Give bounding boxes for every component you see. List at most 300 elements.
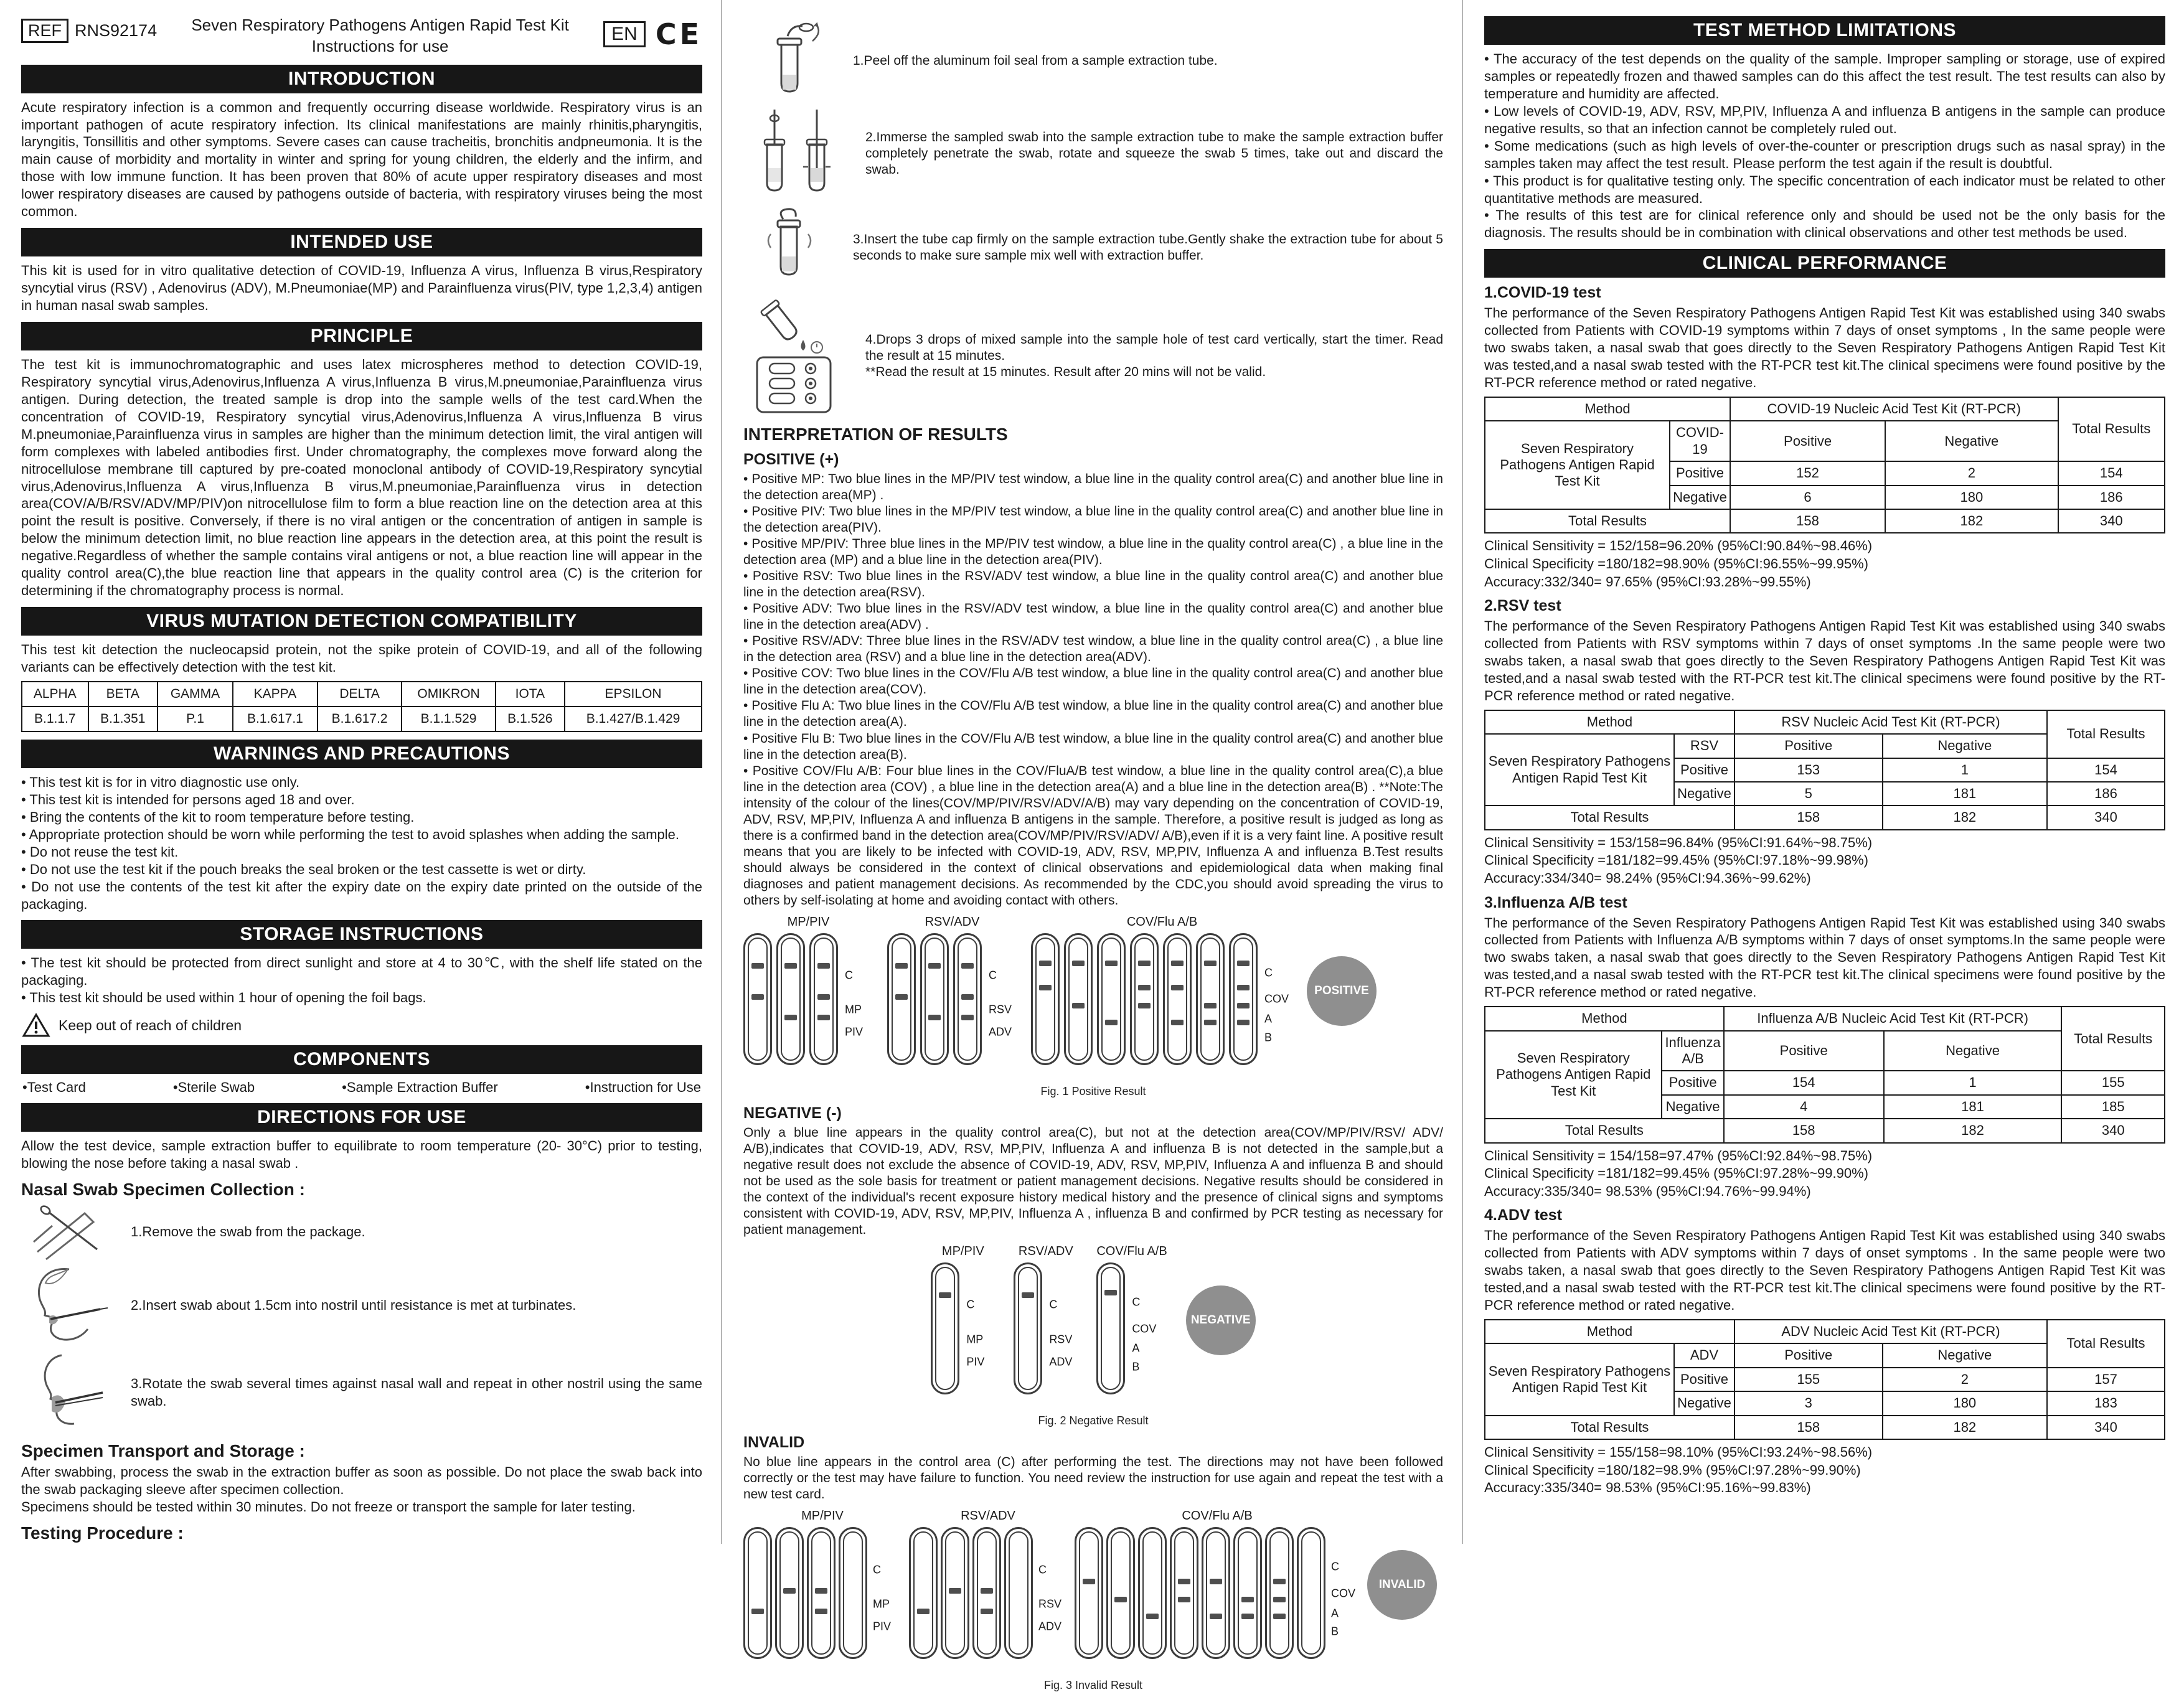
adv-test-heading: 4.ADV test: [1484, 1206, 1563, 1224]
nasal-collection-heading: Nasal Swab Specimen Collection :: [21, 1180, 305, 1200]
language-badge: EN: [603, 21, 646, 47]
keep-out-of-reach-text: Keep out of reach of children: [59, 1017, 242, 1033]
test-cassette: [941, 1527, 969, 1659]
cassette-window: [1035, 938, 1055, 1061]
drop-on-test-card-illustration: [743, 295, 849, 417]
flu-test-heading: 3.Influenza A/B test: [1484, 893, 1627, 911]
table-total-row-label: Total Results: [1485, 806, 1734, 829]
procedure-step-2: [743, 107, 1443, 200]
cassette-line-cov: [1210, 1579, 1222, 1584]
figure-group-label: RSV/ADV: [1018, 1244, 1073, 1259]
rsv-performance-table: [1484, 710, 2165, 830]
table-cell: 182: [1885, 509, 2058, 533]
cassette-window: [1301, 1531, 1321, 1655]
table-cell: 181: [1883, 782, 2047, 806]
cassette-line-a: [1114, 1597, 1127, 1602]
figure-group: [1096, 1244, 1167, 1409]
table-total-header: Total Results: [2047, 710, 2165, 758]
cassette-row-label: ADV: [1049, 1355, 1073, 1368]
cassette-line-rsv: [895, 994, 908, 1000]
figure-group-label: MP/PIV: [787, 914, 830, 929]
cassette-line-rsv: [961, 994, 974, 1000]
swab-rotation-illustration: [21, 1351, 115, 1434]
table-cell: 153: [1734, 758, 1883, 782]
procedure-step-4: [743, 295, 1443, 417]
stat-line: Clinical Specificity =181/182=99.45% (95%CI:97.28%~99.90%): [1484, 1165, 1868, 1182]
nasal-step-2-text: 2.Insert swab about 1.5cm into nostril until resistance is met at turbinates.: [131, 1297, 577, 1314]
cassette-line-cov: [1273, 1579, 1286, 1584]
test-cassette: [953, 933, 982, 1065]
table-kit-header: COVID-19 Nucleic Acid Test Kit (RT-PCR): [1730, 397, 2058, 421]
cassette-window: [779, 1531, 799, 1655]
cassette-window: [748, 1531, 768, 1655]
cassette-row-label: ADV: [989, 1025, 1012, 1038]
test-cassette: [839, 1527, 867, 1659]
table-row-label: Positive: [1674, 758, 1734, 782]
variant-header: OMIKRON: [402, 682, 495, 707]
limitation-item: • The accuracy of the test depends on the quality of the sample. Improper sampling or storage, use of expired samples or repeatedly frozen and thawed samples can do this affect the test result. The test results can also by temperature and humidity are affected.: [1484, 50, 2165, 103]
test-cassette: [887, 933, 916, 1065]
table-total-row-label: Total Results: [1485, 1416, 1734, 1439]
table-method-header: Method: [1485, 1007, 1724, 1030]
table-cell: 158: [1730, 509, 1885, 533]
transport-text-1: After swabbing, process the swab in the extraction buffer as soon as possible. Do not place the swab back into the swab packaging sleeve after specimen collection.: [21, 1464, 702, 1498]
stat-line: Clinical Sensitivity = 154/158=97.47% (95%CI:92.84%~98.75%): [1484, 1147, 1873, 1163]
table-cell: 340: [2058, 509, 2165, 533]
table-pathogen-label: RSV: [1674, 734, 1734, 758]
variant-value: B.1.1.7: [22, 707, 88, 731]
table-cell: 154: [2047, 758, 2165, 782]
test-cassette: [1130, 933, 1159, 1065]
stat-line: Clinical Sensitivity = 153/158=96.84% (95%CI:91.64%~98.75%): [1484, 834, 1873, 850]
stat-line: Accuracy:332/340= 97.65% (95%CI:93.28%~99.55%): [1484, 573, 1811, 590]
cassette-line-b: [1146, 1614, 1159, 1619]
cassette-row-label: A: [1331, 1607, 1339, 1620]
test-cassette: [1196, 933, 1225, 1065]
section-header-storage: STORAGE INSTRUCTIONS: [21, 920, 702, 949]
component-item: • Test Card: [22, 1079, 86, 1096]
cassette-line-piv: [751, 1609, 764, 1614]
cassette-row-label: ADV: [1038, 1620, 1062, 1633]
table-total-header: Total Results: [2058, 397, 2165, 461]
table-cell: 155: [1734, 1368, 1883, 1391]
procedure-step-1-text: 1.Peel off the aluminum foil seal from a sample extraction tube.: [853, 53, 1218, 68]
test-cassette: [1265, 1527, 1294, 1659]
cassette-row-label: COV: [1264, 992, 1289, 1005]
capped-tube-illustration: [743, 205, 837, 290]
rsv-test-text: The performance of the Seven Respiratory Pathogens Antigen Rapid Test Kit was established using 340 swabs collected from Patients with RSV symptoms within 7 days of onset symptoms .In the same people were two swabs taken, a nasal swab that goes directly to the Seven Respiratory Pathogens Antigen Rapid Test Kit was tested,and a nasal swab tested with the RT-PCR test kit.The clinical specimens were found positive by the RT-PCR reference method or rated negative.: [1484, 618, 2165, 703]
cassette-row-label: A: [1132, 1342, 1140, 1355]
document-title-block: [157, 15, 603, 57]
test-cassette: [931, 1262, 959, 1394]
cassette-row-label: B: [1132, 1360, 1140, 1373]
cassette-window: [811, 1531, 831, 1655]
invalid-heading: INVALID: [743, 1434, 805, 1452]
table-cell: 182: [1883, 1416, 2047, 1439]
cassette-window: [935, 1267, 955, 1390]
table-cell: 4: [1724, 1095, 1884, 1119]
test-cassette: [807, 1527, 835, 1659]
table-total-header: Total Results: [2061, 1007, 2165, 1071]
table-kit-header: RSV Nucleic Acid Test Kit (RT-PCR): [1734, 710, 2047, 734]
table-cell: 185: [2061, 1095, 2165, 1119]
table-positive-header: Positive: [1734, 1343, 1883, 1367]
cassette-line-b: [1237, 1020, 1250, 1025]
cassette-row-label: C: [1264, 966, 1273, 979]
cassette-line-a: [1204, 1003, 1217, 1008]
test-cassette: [909, 1527, 938, 1659]
cassette-row-label: MP: [845, 1003, 862, 1016]
adv-test-text: The performance of the Seven Respiratory Pathogens Antigen Rapid Test Kit was established using 340 swabs collected from Patients with ADV symptoms within 7 days of onset symptoms . In the same people were two swabs taken, a nasal swab that goes directly to the Seven Respiratory Pathogens Antigen Rapid Test Kit was tested,and a nasal swab tested with the RT-PCR test kit.The clinical specimens were found positive by the RT-PCR reference method or rated negative.: [1484, 1228, 2165, 1314]
storage-item: • The test kit should be protected from direct sunlight and store at 4 to 30℃, with the shelf life stated on the packaging.: [21, 954, 702, 989]
figure-group: [743, 1509, 901, 1674]
table-method-header: Method: [1485, 397, 1730, 421]
cassette-window: [814, 938, 834, 1061]
cassette-row-label: C: [1132, 1295, 1141, 1309]
figure-group-body: [1096, 1262, 1167, 1409]
cassette-window: [1111, 1531, 1131, 1655]
left-column: [0, 0, 721, 1544]
positive-item: • Positive MP/PIV: Three blue lines in the MP/PIV test window, a blue line in the quality control area(C) , a blue line in the detection area (MP) and a blue line in the detection area(PIV).: [743, 536, 1443, 568]
cassette-row-label: C: [989, 969, 997, 982]
storage-item: • This test kit should be used within 1 hour of opening the foil bags.: [21, 989, 702, 1007]
limitation-item: • This product is for qualitative testing only. The specific concentration of each indicator must be related to other quantitative methods are measured.: [1484, 172, 2165, 207]
positive-item: • Positive ADV: Two blue lines in the RSV/ADV test window, a blue line in the quality control area(C) and another blue line in the detection area(ADV) .: [743, 601, 1443, 633]
cassette-line-c: [928, 963, 941, 969]
cassette-line-adv: [917, 1609, 930, 1614]
cassette-line-adv: [981, 1609, 993, 1614]
cassette-window: [913, 1531, 933, 1655]
positive-item: • Positive PIV: Two blue lines in the MP/PIV test window, a blue line in the quality control area(C) and another blue line in the detection area(PIV).: [743, 504, 1443, 536]
cassette-row-labels: [964, 1277, 995, 1409]
test-cassette: [1163, 933, 1192, 1065]
test-cassette: [1138, 1527, 1167, 1659]
cassette-line-c: [1204, 961, 1217, 966]
figure-group-label: MP/PIV: [801, 1509, 844, 1523]
test-cassette: [1096, 1262, 1125, 1394]
directions-text: Allow the test device, sample extraction buffer to equilibrate to room temperature (20- 30°C) prior to testing, blowing the nose before taking a nasal swab .: [21, 1138, 702, 1172]
limitation-item: • The results of this test are for clinical reference only and should be used not be the only basis for the diagnosis. The results should be in combination with clinical observations and other test methods be used.: [1484, 207, 2165, 242]
cassette-line-b: [1241, 1614, 1254, 1619]
positive-heading: POSITIVE (+): [743, 451, 839, 468]
figure-group-label: RSV/ADV: [925, 914, 980, 929]
cassette-window: [1200, 938, 1220, 1061]
cassette-row-labels: [842, 948, 873, 1080]
cassette-row-label: A: [1264, 1012, 1273, 1025]
test-cassette: [1170, 1527, 1198, 1659]
table-cell: 2: [1885, 461, 2058, 485]
cassette-line-a: [1273, 1597, 1286, 1602]
variant-header: GAMMA: [158, 682, 233, 707]
cassette-window: [1009, 1531, 1028, 1655]
figure-group-body: [1075, 1527, 1360, 1674]
warning-triangle-icon: [22, 1013, 50, 1038]
section-header-principle: PRINCIPLE: [21, 322, 702, 350]
ref-code: RNS92174: [75, 21, 158, 40]
table-cell: 340: [2061, 1119, 2165, 1142]
cassette-window: [1174, 1531, 1194, 1655]
table-row-label: Negative: [1670, 486, 1730, 509]
section-header-virus-mutation: VIRUS MUTATION DETECTION COMPATIBILITY: [21, 607, 702, 636]
table-row-label: Negative: [1674, 782, 1734, 806]
result-badge: POSITIVE: [1307, 956, 1377, 1026]
cassette-line-a: [1178, 1597, 1190, 1602]
test-cassette: [1233, 1527, 1262, 1659]
table-cell: 182: [1884, 1119, 2062, 1142]
cassette-window: [1142, 1531, 1162, 1655]
cassette-row-label: C: [873, 1563, 881, 1576]
table-row-label: Positive: [1674, 1368, 1734, 1391]
flu-performance-table: [1484, 1006, 2165, 1143]
nasal-step-3-text: 3.Rotate the swab several times against nasal wall and repeat in other nostril using the same swab.: [131, 1376, 702, 1409]
figure-group-label: COV/Flu A/B: [1182, 1509, 1253, 1523]
table-row-label: Negative: [1674, 1391, 1734, 1415]
positive-item: • Positive COV/Flu A/B: Four blue lines in the COV/FluA/B test window, a blue line in the quality control area(C),a blue line in the detection area (COV) , a blue line in the detection area(A) and a blue line in the detection area(B) . **Note:The intensity of the colour of the lines(COV/MP/PIV/RSV/ADV/A/B) may vary depending on the concentration of COVID-19, ADV, RSV, MP,PIV, Influenza A and influenza B antigens in the sample. Therefore, a positive result is judged as long as there is a confirmed band in the detection area(COV/MP/PIV/RSV/ADV/ A/B),even if it is a very faint line. A positive result means that you are likely to be infected with COVID-19, ADV, RSV, MP,PIV, Influenza A and influenza B.Test results should always be considered in the context of clinical observations and epidemiological data when making final diagnoses and patient management decisions. As recommended by the CDC,you should avoid spreading the virus to others by self-isolating at home and avoiding contact with others.: [743, 763, 1443, 909]
positive-item: • Positive MP: Two blue lines in the MP/PIV test window, a blue line in the quality control area(C) and another blue line in the detection area(MP) .: [743, 471, 1443, 504]
stat-line: Accuracy:335/340= 98.53% (95%CI:94.76%~99.94%): [1484, 1183, 1811, 1199]
procedure-step-2-text: 2.Immerse the sampled swab into the sample extraction tube to make the sample extraction buffer completely penetrate the swab, rotate and squeeze the swab 5 times, take out and discard the swab.: [865, 129, 1443, 177]
warning-item: • This test kit is intended for persons aged 18 and over.: [21, 791, 702, 809]
positive-item: • Positive Flu B: Two blue lines in the COV/Flu A/B test window, a blue line in the quality control area(C) and another blue line in the detection area(B).: [743, 731, 1443, 763]
table-cell: 154: [1724, 1071, 1884, 1094]
cassette-row-label: RSV: [989, 1003, 1012, 1016]
rsv-stats: [1484, 834, 2165, 888]
nasal-step-3: [21, 1351, 702, 1434]
section-header-intended-use: INTENDED USE: [21, 228, 702, 256]
test-cassette: [809, 933, 838, 1065]
limitation-item: • Low levels of COVID-19, ADV, RSV, MP,PIV, Influenza A and influenza B antigens in the sample can produce negative results, so that an infection cannot be completely ruled out.: [1484, 103, 2165, 138]
intended-use-text: This kit is used for in vitro qualitative detection of COVID-19, Influenza A virus, Influenza B virus,Respiratory syncytial virus (RSV) , Adenovirus (ADV), M.Pneumoniae(MP) and Parainfluenza virus(PIV, type 1,2,3,4) antigen in human nasal swab samples.: [21, 263, 702, 314]
cassette-window: [945, 1531, 965, 1655]
table-cell: 1: [1883, 758, 2047, 782]
rsv-test-heading: 2.RSV test: [1484, 597, 1561, 615]
ref-group: [21, 19, 157, 43]
procedure-step-3-text: 3.Insert the tube cap firmly on the sample extraction tube.Gently shake the extraction tube for about 5 seconds to make sure sample mix well with extraction buffer.: [853, 232, 1443, 263]
cassette-row-labels: [986, 948, 1017, 1080]
marks-group: [603, 17, 702, 51]
table-total-row-label: Total Results: [1485, 1119, 1724, 1142]
figure-group: [887, 915, 1017, 1080]
result-badge: INVALID: [1367, 1550, 1437, 1620]
cassette-line-mp: [751, 994, 764, 1000]
cassette-line-b: [1210, 1614, 1222, 1619]
table-cell: 158: [1734, 1416, 1883, 1439]
flu-test-text: The performance of the Seven Respiratory Pathogens Antigen Rapid Test Kit was established using 340 swabs collected from Patients with Influenza A/B symptoms within 7 days of onset symptoms.In the same people were two swabs taken, a nasal swab that goes directly to the Seven Respiratory Pathogens Antigen Rapid Test Kit was tested,and a nasal swab tested with the RT-PCR test kit.The clinical specimens were found positive by the RT-PCR reference method or rated negative.: [1484, 914, 2165, 1000]
cassette-row-label: PIV: [845, 1025, 864, 1038]
cassette-line-piv: [815, 1609, 827, 1614]
cassette-line-mp: [817, 994, 830, 1000]
cassette-row-label: MP: [966, 1333, 984, 1346]
variant-value: B.1.1.529: [402, 707, 495, 731]
swab-insertion-illustration: [21, 1264, 115, 1347]
figure-caption: Fig. 2 Negative Result: [1038, 1414, 1149, 1427]
cassette-line-cov: [1171, 985, 1184, 990]
table-cell: 152: [1730, 461, 1885, 485]
cassette-line-c: [1072, 961, 1085, 966]
table-pathogen-label: COVID-19: [1670, 421, 1730, 461]
figure-group-body: [1031, 933, 1293, 1080]
cassette-window: [977, 1531, 997, 1655]
stat-line: Clinical Sensitivity = 155/158=98.10% (95%CI:93.24%~98.56%): [1484, 1444, 1873, 1460]
section-header-directions: DIRECTIONS FOR USE: [21, 1103, 702, 1132]
warning-item: • Do not use the test kit if the pouch breaks the seal broken or the test cassette is wet or dirty.: [21, 861, 702, 878]
ref-symbol: REF: [21, 19, 68, 43]
cassette-window: [1101, 938, 1121, 1061]
cassette-line-c: [817, 963, 830, 969]
figure-group: [1075, 1509, 1360, 1674]
variant-value: B.1.617.2: [318, 707, 402, 731]
table-cell: 181: [1884, 1095, 2062, 1119]
covid-test-text: The performance of the Seven Respiratory Pathogens Antigen Rapid Test Kit was established using 340 swabs collected from Patients with COVID-19 symptoms within 7 days of onset symptoms , In the same people were two swabs taken, a nasal swab that goes directly to the Seven Respiratory Pathogens Antigen Rapid Test Kit was tested,and a nasal swab tested with the RT-PCR test kit.The clinical specimens were found positive by the RT-PCR reference method or rated negative.: [1484, 305, 2165, 391]
cassette-line-mp: [783, 1588, 796, 1594]
figure-group-body: [909, 1527, 1067, 1674]
variant-value: B.1.617.1: [233, 707, 318, 731]
table-cell: 180: [1885, 486, 2058, 509]
figure-caption: Fig. 1 Positive Result: [1040, 1084, 1146, 1097]
figure-group-label: COV/Flu A/B: [1126, 914, 1198, 929]
component-item: • Sample Extraction Buffer: [342, 1079, 498, 1096]
right-column: [1462, 0, 2184, 1544]
cassette-line-c: [784, 963, 797, 969]
cassette-line-c: [751, 963, 764, 969]
warning-item: • This test kit is for in vitro diagnostic use only.: [21, 774, 702, 791]
cassette-window: [1238, 1531, 1258, 1655]
cassette-line-c: [939, 1292, 951, 1298]
table-negative-header: Negative: [1883, 1343, 2047, 1367]
cassette-line-c: [1022, 1292, 1034, 1298]
cassette-line-cov: [1237, 985, 1250, 990]
variant-header: KAPPA: [233, 682, 318, 707]
stat-line: Clinical Specificity =180/182=98.9% (95%CI:97.28%~99.90%): [1484, 1462, 1861, 1478]
table-negative-header: Negative: [1884, 1031, 2062, 1071]
table-method-header: Method: [1485, 710, 1734, 734]
nasal-step-1-text: 1.Remove the swab from the package.: [131, 1224, 365, 1240]
cassette-window: [843, 1531, 863, 1655]
warning-item: • Do not use the contents of the test kit after the expiry date on the expiry date printed on the outside of the packaging.: [21, 878, 702, 913]
cassette-row-label: COV: [1132, 1322, 1157, 1335]
variant-header: ALPHA: [22, 682, 88, 707]
table-group-label: Seven Respiratory Pathogens Antigen Rapid Test Kit: [1485, 421, 1670, 509]
table-cell: 183: [2047, 1391, 2165, 1415]
negative-text: Only a blue line appears in the quality control area(C), but not at the detection area(COV/MP/PIV/RSV/ ADV/ A/B),indicates that COVID-19, ADV, RSV, MP,PIV, Influenza A and influenza B is not detected in the sample,but a negative result does not exclude the absence of COVID-19, ADV, RSV, MP,PIV, Influenza A and influenza B and should not be used as the sole basis for treatment or patient management decisions. Negative results should be considered in the context of the individual's recent exposure history medical history and the presence of clinical signs and symptoms consistent with COVID-19, ADV, RSV, MP,PIV, Influenza A , influenza B and confirmed by PCR testing as necessary for patient management.: [743, 1125, 1443, 1238]
table-cell: 157: [2047, 1368, 2165, 1391]
figure-negative-result: [743, 1244, 1443, 1427]
cassette-row-labels: [1036, 1542, 1067, 1674]
procedure-step-4-note: **Read the result at 15 minutes. Result after 20 mins will not be valid.: [865, 365, 1266, 380]
covid-stats: [1484, 537, 2165, 591]
figure-group-body: [743, 1527, 901, 1674]
warning-item: • Appropriate protection should be worn while performing the test to avoid splashes when adding the sample.: [21, 826, 702, 844]
cassette-window: [892, 938, 911, 1061]
table-cell: 155: [2061, 1071, 2165, 1094]
cassette-window: [1079, 1531, 1099, 1655]
variant-header: DELTA: [318, 682, 402, 707]
table-total-header: Total Results: [2047, 1320, 2165, 1368]
variant-header: BETA: [88, 682, 158, 707]
cassette-line-b: [1273, 1614, 1286, 1619]
test-cassette: [743, 933, 772, 1065]
components-row: [22, 1079, 701, 1096]
cassette-window: [1018, 1267, 1038, 1390]
cassette-row-labels: [1047, 1277, 1078, 1409]
table-positive-header: Positive: [1730, 421, 1885, 461]
positive-item: • Positive RSV/ADV: Three blue lines in the RSV/ADV test window, a blue line in the quality control area(C) , a blue line in the detection area (RSV) and a blue line in the detection area(ADV).: [743, 633, 1443, 665]
section-header-clinical-performance: CLINICAL PERFORMANCE: [1484, 249, 2165, 278]
procedure-step-4-main: 4.Drops 3 drops of mixed sample into the sample hole of test card vertically, start the timer. Read the result at 15 minutes.: [865, 332, 1443, 363]
positive-list: [743, 471, 1443, 909]
stat-line: Accuracy:335/340= 98.53% (95%CI:95.16%~99.83%): [1484, 1480, 1811, 1496]
test-cassette: [1097, 933, 1126, 1065]
cassette-line-cov: [1138, 985, 1151, 990]
table-pathogen-label: Influenza A/B: [1662, 1031, 1723, 1071]
storage-list: [21, 954, 702, 1007]
figure-row: [743, 1509, 1443, 1674]
cassette-window: [1167, 938, 1187, 1061]
cassette-row-label: PIV: [873, 1620, 892, 1633]
table-kit-header: Influenza A/B Nucleic Acid Test Kit (RT-PCR): [1724, 1007, 2062, 1030]
table-cell: 158: [1724, 1119, 1884, 1142]
test-cassette: [972, 1527, 1001, 1659]
flu-stats: [1484, 1147, 2165, 1201]
warning-item: • Do not reuse the test kit.: [21, 844, 702, 861]
figure-positive-result: [743, 915, 1443, 1098]
table-cell: 186: [2058, 486, 2165, 509]
limitations-list: [1484, 50, 2165, 242]
section-header-warnings: WARNINGS AND PRECAUTIONS: [21, 740, 702, 768]
transport-text-2: Specimens should be tested within 30 minutes. Do not freeze or transport the sample for later testing.: [21, 1499, 636, 1515]
test-cassette: [775, 1527, 804, 1659]
cassette-window: [1101, 1267, 1121, 1390]
test-cassette: [920, 933, 949, 1065]
cassette-row-label: C: [845, 969, 853, 982]
figure-group-label: RSV/ADV: [961, 1509, 1015, 1523]
adv-stats: [1484, 1444, 2165, 1497]
table-group-label: Seven Respiratory Pathogens Antigen Rapid Test Kit: [1485, 734, 1674, 806]
table-cell: 186: [2047, 782, 2165, 806]
transport-heading: Specimen Transport and Storage :: [21, 1441, 305, 1461]
table-cell: 340: [2047, 1416, 2165, 1439]
swab-in-tube-illustration: [743, 107, 849, 200]
cassette-row-label: B: [1331, 1625, 1339, 1638]
table-total-row-label: Total Results: [1485, 509, 1730, 533]
table-row-label: Positive: [1662, 1071, 1723, 1094]
figure-group-body: [887, 933, 1017, 1080]
nasal-step-1: [21, 1205, 702, 1259]
test-cassette: [1075, 1527, 1103, 1659]
figure-group-body: [931, 1262, 995, 1409]
cassette-window: [958, 938, 977, 1061]
covid-test-heading: 1.COVID-19 test: [1484, 284, 1601, 302]
section-header-components: COMPONENTS: [21, 1045, 702, 1074]
figure-group-label: COV/Flu A/B: [1096, 1244, 1167, 1259]
cassette-row-label: C: [1331, 1560, 1339, 1573]
cassette-window: [748, 938, 768, 1061]
cassette-line-cov: [1039, 985, 1052, 990]
stat-line: Accuracy:334/340= 98.24% (95%CI:94.36%~99.62%): [1484, 870, 1811, 886]
cassette-line-c: [1039, 961, 1052, 966]
figure-group: [909, 1509, 1067, 1674]
page-subtitle: Instructions for use: [311, 36, 449, 55]
negative-heading: NEGATIVE (-): [743, 1104, 842, 1122]
cassette-line-a: [1072, 1003, 1085, 1008]
cassette-line-mp: [815, 1588, 827, 1594]
stat-line: Clinical Specificity =180/182=98.90% (95%CI:96.55%~99.95%): [1484, 555, 1868, 571]
swab-package-illustration: [21, 1205, 115, 1259]
cassette-row-label: C: [1049, 1299, 1058, 1312]
cassette-line-c: [1237, 961, 1250, 966]
table-cell: 182: [1883, 806, 2047, 829]
cassette-window: [1269, 1531, 1289, 1655]
